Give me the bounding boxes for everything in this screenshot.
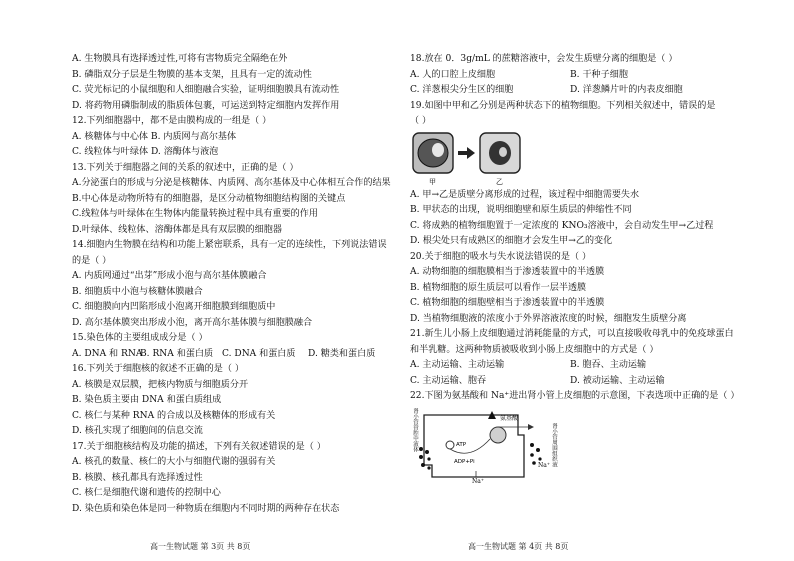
epithelial-cell-outline: [424, 415, 524, 477]
q19-option-c: C. 将成熟的植物细胞置于一定浓度的 KNO₃溶液中，会自动发生甲→乙过程: [410, 220, 714, 231]
right-page-footer: 高一生物试题 第 4页 共 8页: [468, 542, 569, 551]
q16-option-a: A. 核膜是双层膜，把核内物质与细胞质分开: [72, 379, 249, 390]
cell-jia-label: 甲: [429, 177, 436, 186]
q15-options: [72, 347, 392, 363]
q17-option-a: A. 核孔的数量、核仁的大小与细胞代谢的强弱有关: [72, 457, 276, 467]
tubule-lumen-label: 肾小管管腔中液体: [412, 407, 418, 452]
q15-stem: 15.染色体的主要组成成分是（ ）: [72, 333, 208, 343]
q14-option-b: B. 细胞质中小泡与核糖体膜融合: [72, 286, 203, 297]
q18-options-cd: [410, 83, 740, 99]
q16-stem: 16.下列关于细胞核的叙述不正确的是（ ）: [72, 364, 244, 374]
q14-stem-cont: 的是（ ）: [72, 255, 112, 266]
q11-option-c: C. 荧光标记的小鼠细胞和人细胞融合实验，证明细胞膜具有流动性: [72, 85, 340, 95]
q11-option-a: A. 生物膜具有选择透过性,可将有害物质完全隔绝在外: [72, 54, 288, 64]
q21-stem: 21.新生儿小肠上皮细胞通过消耗能量的方式，可以直接吸收母乳中的免疫球蛋白: [410, 329, 734, 339]
q13-option-d: D.叶绿体、线粒体、溶酶体都是具有双层膜的细胞器: [72, 224, 282, 235]
q20-option-a: A. 动物细胞的细胞膜相当于渗透装置中的半透膜: [410, 267, 605, 277]
q21-option-c: C. 主动运输、胞吞: [410, 375, 487, 386]
q21-option-d: D. 被动运输、主动运输: [570, 375, 665, 386]
q15-option-c: C. DNA 和蛋白质: [222, 348, 296, 359]
q20-stem: 20.关于细胞的吸水与失水说法错误的是（ ）: [410, 251, 592, 262]
q21-options-ab: [410, 358, 740, 374]
q20-option-c: C. 植物细胞的细胞壁相当于渗透装置中的半透膜: [410, 298, 605, 308]
q12-stem: 12.下列细胞器中，都不是由膜构成的一组是（ ）: [72, 116, 272, 126]
q18-option-b: B. 干种子细胞: [570, 69, 628, 80]
q17-option-b: B. 核膜、核孔都具有选择透过性: [72, 472, 203, 483]
q19-option-d: D. 根尖处只有成熟区的细胞才会发生甲→乙的变化: [410, 236, 613, 246]
process-arrow: [458, 151, 468, 155]
q17-option-d: D. 染色质和染色体是同一种物质在细胞内不同时期的两种存在状态: [72, 503, 340, 514]
amino-acid-label: 氨基酸: [500, 414, 519, 422]
q14-option-a: A. 内质网通过“出芽”形成小泡与高尔基体膜融合: [72, 271, 267, 281]
q13-option-a: A.分泌蛋白的形成与分泌是核糖体、内质网、高尔基体及中心体相互合作的结果: [72, 178, 391, 188]
lumen-particles: [419, 447, 431, 470]
q19-stem: 19.如图中甲和乙分别是两种状态下的植物细胞。下列相关叙述中，错误的是: [410, 100, 716, 111]
cell-yi-label: 乙: [496, 177, 503, 186]
q13-stem: 13.下列关于细胞器之间的关系的叙述中，正确的是（ ）: [72, 162, 299, 173]
q15-option-a: A. DNA 和 RNA: [72, 348, 143, 359]
q18-stem: 18.放在 0．3g/mL 的蔗糖溶液中，会发生质壁分离的细胞是（ ）: [410, 54, 678, 64]
q16-option-b: B. 染色质主要由 DNA 和蛋白质组成: [72, 395, 222, 405]
kidney-tubule-diagram: [410, 405, 560, 483]
right-page-column: [410, 52, 740, 483]
atp-label: ATP: [456, 441, 467, 448]
q20-option-d: D. 当植物细胞液的浓度小于外界溶液浓度的时候，细胞发生质壁分离: [410, 313, 687, 324]
q13-option-c: C.线粒体与叶绿体在生物体内能量转换过程中具有重要的作用: [72, 209, 318, 219]
q18-option-c: C. 洋葱根尖分生区的细胞: [410, 85, 514, 95]
arrow-right-icon: [528, 424, 534, 430]
q21-option-a: A. 主动运输、主动运输: [410, 360, 505, 370]
q11-option-d: D. 将药物用磷脂制成的脂质体包裹，可运送到特定细胞内发挥作用: [72, 100, 340, 111]
interstitial-fluid-label: 肾小管周围组织液: [551, 422, 557, 467]
adp-label: ADP+Pi: [454, 458, 475, 465]
plant-cell-diagram: [410, 130, 530, 188]
carrier-protein: [490, 427, 506, 443]
q16-option-c: C. 核仁与某种 RNA 的合成以及核糖体的形成有关: [72, 410, 276, 421]
q17-stem: 17.关于细胞核结构及功能的描述，下列有关叙述错误的是（ ）: [72, 441, 326, 452]
q18-option-d: D. 洋葱鳞片叶的内表皮细胞: [570, 85, 683, 95]
q18-options-ab: [410, 68, 740, 84]
cell-jia-vacuole: [432, 143, 444, 157]
cell-yi-vacuole: [499, 147, 507, 157]
q14-stem: 14.细胞内生物膜在结构和功能上紧密联系，具有一定的连续性，下列说法错误: [72, 240, 387, 250]
q12-options-ab: A. 核糖体与中心体 B. 内质网与高尔基体: [72, 131, 237, 142]
na-ion-label-bottom: Na⁺: [472, 477, 484, 483]
q17-option-c: C. 核仁是细胞代谢和遗传的控制中心: [72, 488, 221, 498]
q18-option-a: A. 人的口腔上皮细胞: [410, 69, 496, 80]
q12-options-cd: C. 线粒体与叶绿体 D. 溶酶体与液泡: [72, 147, 219, 157]
na-ion-label-right: Na⁺: [538, 461, 550, 469]
q20-option-b: B. 植物细胞的原生质层可以看作一层半透膜: [410, 282, 587, 293]
q21-options-cd: [410, 374, 740, 390]
q19-option-b: B. 甲状态的出现，说明细胞壁和原生质层的伸缩性不同: [410, 205, 632, 215]
q22-stem: 22.下图为氨基酸和 Na⁺进出肾小管上皮细胞的示意图，下表选项中正确的是（ ）: [410, 391, 740, 401]
q14-option-d: D. 高尔基体膜突出形成小泡，离开高尔基体膜与细胞膜融合: [72, 317, 313, 328]
q21-stem-cont: 和半乳糖。这两种物质被吸收到小肠上皮细胞中的方式是（ ）: [410, 344, 659, 355]
q19-option-a: A. 甲→乙是质壁分离形成的过程，该过程中细胞需要失水: [410, 189, 640, 200]
q15-option-b: B. RNA 和蛋白质: [140, 348, 214, 359]
q15-option-d: D. 糖类和蛋白质: [308, 348, 376, 359]
arrow-head-icon: [467, 147, 475, 159]
q16-option-d: D. 核孔实现了细胞间的信息交流: [72, 426, 203, 436]
q19-figure: [410, 130, 740, 188]
q22-figure: [410, 405, 740, 483]
q21-option-b: B. 胞吞、主动运输: [570, 360, 647, 370]
q14-option-c: C. 细胞膜向内凹陷形成小泡离开细胞膜到细胞质中: [72, 302, 276, 312]
atp-circle: [446, 441, 454, 449]
left-page-column: [72, 52, 392, 517]
q11-option-b: B. 磷脂双分子层是生物膜的基本支架，且具有一定的流动性: [72, 69, 312, 80]
q13-option-b: B.中心体是动物所特有的细胞器，是区分动植物细胞结构图的关键点: [72, 193, 346, 204]
q19-stem-cont: （ ）: [410, 116, 432, 126]
left-page-footer: 高一生物试题 第 3页 共 8页: [150, 542, 251, 551]
